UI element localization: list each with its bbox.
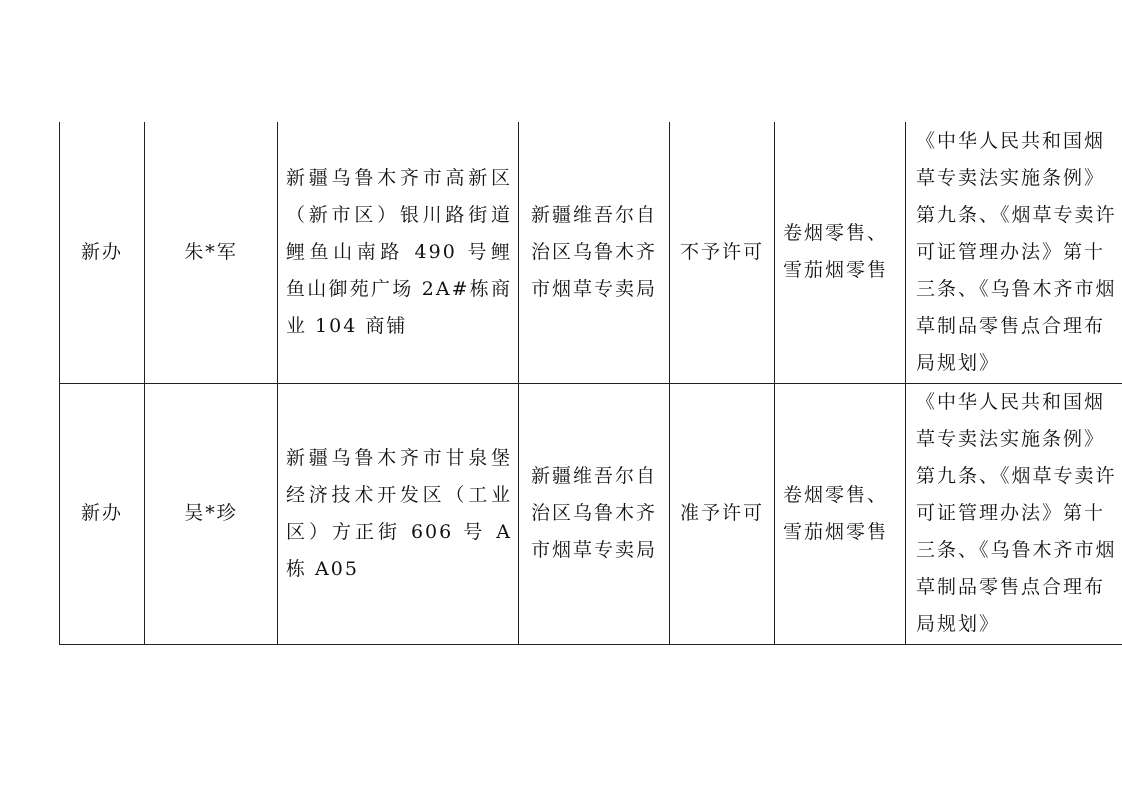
license-table [59,122,1122,645]
table-row [60,122,1122,383]
application-type: 新办 [60,383,145,644]
licensing-authority: 新疆维吾尔自治区乌鲁木齐市烟草专卖局 [519,122,670,383]
business-address: 新疆乌鲁木齐市甘泉堡经济技术开发区（工业区）方正街 606 号 A 栋 A05 [278,383,519,644]
table-row [60,383,1122,644]
applicant-name: 吴*珍 [145,383,278,644]
applicant-name: 朱*军 [145,122,278,383]
licensing-authority: 新疆维吾尔自治区乌鲁木齐市烟草专卖局 [519,383,670,644]
license-decision: 准予许可 [670,383,775,644]
business-scope: 卷烟零售、雪茄烟零售 [775,383,906,644]
license-decision: 不予许可 [670,122,775,383]
legal-basis: 《中华人民共和国烟草专卖法实施条例》第九条、《烟草专卖许可证管理办法》第十三条、《乌鲁木齐市烟草制品零售点合理布局规划》 [906,122,1122,383]
legal-basis: 《中华人民共和国烟草专卖法实施条例》第九条、《烟草专卖许可证管理办法》第十三条、《乌鲁木齐市烟草制品零售点合理布局规划》 [906,383,1122,644]
application-type: 新办 [60,122,145,383]
business-scope: 卷烟零售、雪茄烟零售 [775,122,906,383]
business-address: 新疆乌鲁木齐市高新区（新市区）银川路街道鲤鱼山南路 490 号鲤鱼山御苑广场 2A#栋商业 104 商铺 [278,122,519,383]
